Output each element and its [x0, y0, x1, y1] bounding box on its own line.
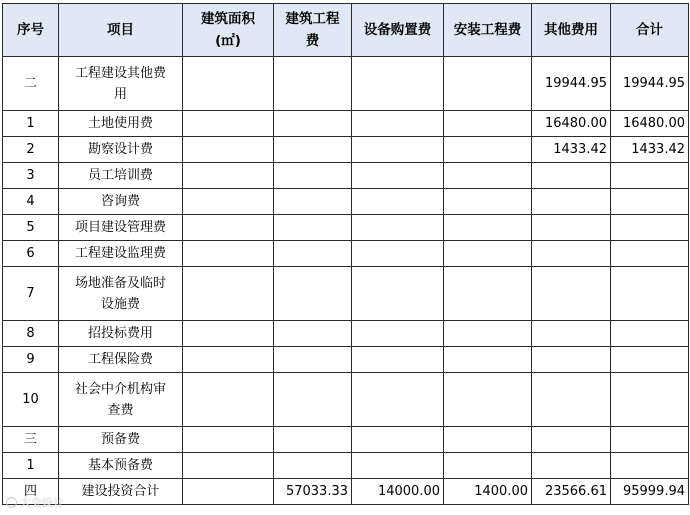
header-total: 合计	[611, 4, 689, 57]
cell-installation	[444, 137, 532, 163]
circle-logo-icon	[6, 497, 17, 508]
cell-item: 工程建设其他费 用	[59, 57, 183, 111]
cell-equipment	[352, 321, 444, 347]
cell-other	[532, 453, 611, 479]
cell-no: 1	[3, 111, 59, 137]
cell-total: 95999.94	[611, 479, 689, 505]
investment-cost-table	[2, 3, 689, 505]
table-row	[3, 373, 689, 427]
cell-no: 5	[3, 215, 59, 241]
header-equipment: 设备购置费	[352, 4, 444, 57]
table-row	[3, 189, 689, 215]
cell-total	[611, 189, 689, 215]
cell-other	[532, 347, 611, 373]
cell-total	[611, 453, 689, 479]
cell-installation	[444, 321, 532, 347]
cell-no: 3	[3, 163, 59, 189]
cell-no: 2	[3, 137, 59, 163]
cell-area	[183, 189, 274, 215]
cell-other: 19944.95	[532, 57, 611, 111]
cell-area	[183, 111, 274, 137]
cell-area	[183, 267, 274, 321]
table-row	[3, 57, 689, 111]
cell-no: 10	[3, 373, 59, 427]
header-item: 项目	[59, 4, 183, 57]
table-row-total	[3, 479, 689, 505]
cell-other	[532, 373, 611, 427]
cell-area	[183, 373, 274, 427]
cell-equipment	[352, 215, 444, 241]
cell-construction	[274, 241, 352, 267]
header-area: 建筑面积 (㎡)	[183, 4, 274, 57]
cell-equipment	[352, 427, 444, 453]
header-installation: 安装工程费	[444, 4, 532, 57]
table-row	[3, 427, 689, 453]
cell-no: 7	[3, 267, 59, 321]
cell-construction	[274, 215, 352, 241]
cell-item: 预备费	[59, 427, 183, 453]
cell-total	[611, 373, 689, 427]
cell-area	[183, 347, 274, 373]
cell-item: 基本预备费	[59, 453, 183, 479]
cell-no: 二	[3, 57, 59, 111]
header-row	[3, 4, 689, 57]
header-construction: 建筑工程 费	[274, 4, 352, 57]
cell-area	[183, 479, 274, 505]
cell-equipment	[352, 111, 444, 137]
table-row	[3, 137, 689, 163]
cell-no: 四	[3, 479, 59, 505]
table-row	[3, 111, 689, 137]
cell-total	[611, 321, 689, 347]
cell-construction	[274, 163, 352, 189]
cell-other	[532, 215, 611, 241]
cell-area	[183, 163, 274, 189]
cell-equipment	[352, 57, 444, 111]
cell-equipment	[352, 453, 444, 479]
cell-total	[611, 427, 689, 453]
cell-area	[183, 321, 274, 347]
cell-equipment	[352, 373, 444, 427]
cell-installation	[444, 373, 532, 427]
cell-item: 工程建设监理费	[59, 241, 183, 267]
header-other: 其他费用	[532, 4, 611, 57]
cell-area	[183, 57, 274, 111]
cell-equipment: 14000.00	[352, 479, 444, 505]
cell-no: 6	[3, 241, 59, 267]
cell-no: 1	[3, 453, 59, 479]
cell-area	[183, 137, 274, 163]
cell-installation	[444, 347, 532, 373]
cell-area	[183, 427, 274, 453]
cell-construction	[274, 267, 352, 321]
table-row	[3, 215, 689, 241]
cell-construction	[274, 347, 352, 373]
cell-construction	[274, 137, 352, 163]
cell-construction	[274, 189, 352, 215]
table-row	[3, 321, 689, 347]
cell-item: 项目建设管理费	[59, 215, 183, 241]
table-row	[3, 347, 689, 373]
cell-total	[611, 267, 689, 321]
cell-equipment	[352, 137, 444, 163]
cell-item: 员工培训费	[59, 163, 183, 189]
table-row	[3, 241, 689, 267]
cell-total	[611, 163, 689, 189]
cell-installation: 1400.00	[444, 479, 532, 505]
cell-installation	[444, 189, 532, 215]
cell-equipment	[352, 267, 444, 321]
cell-installation	[444, 267, 532, 321]
cell-item: 建设投资合计	[59, 479, 183, 505]
cell-area	[183, 241, 274, 267]
cell-no: 三	[3, 427, 59, 453]
cell-item: 咨询费	[59, 189, 183, 215]
header-no: 序号	[3, 4, 59, 57]
cell-total: 1433.42	[611, 137, 689, 163]
cell-construction	[274, 321, 352, 347]
cell-installation	[444, 453, 532, 479]
cell-construction	[274, 373, 352, 427]
table-row	[3, 453, 689, 479]
cell-other	[532, 321, 611, 347]
cell-item: 场地准备及临时 设施费	[59, 267, 183, 321]
cell-other	[532, 241, 611, 267]
cell-no: 4	[3, 189, 59, 215]
cell-installation	[444, 111, 532, 137]
cell-total: 19944.95	[611, 57, 689, 111]
cell-equipment	[352, 189, 444, 215]
cell-other	[532, 189, 611, 215]
cell-equipment	[352, 347, 444, 373]
watermark	[6, 494, 64, 510]
cell-total	[611, 241, 689, 267]
cell-installation	[444, 215, 532, 241]
cell-other	[532, 163, 611, 189]
cell-item: 社会中介机构审 查费	[59, 373, 183, 427]
cell-construction	[274, 57, 352, 111]
cell-equipment	[352, 241, 444, 267]
cell-construction: 57033.33	[274, 479, 352, 505]
cell-item: 招投标费用	[59, 321, 183, 347]
watermark-text: 大会设计	[20, 496, 64, 509]
cell-item: 土地使用费	[59, 111, 183, 137]
cell-other	[532, 267, 611, 321]
cell-other: 16480.00	[532, 111, 611, 137]
cell-area	[183, 215, 274, 241]
cell-installation	[444, 163, 532, 189]
cell-other: 1433.42	[532, 137, 611, 163]
cell-item: 勘察设计费	[59, 137, 183, 163]
cell-other: 23566.61	[532, 479, 611, 505]
cell-area	[183, 453, 274, 479]
cell-no: 9	[3, 347, 59, 373]
cell-total	[611, 347, 689, 373]
cell-item: 工程保险费	[59, 347, 183, 373]
cell-construction	[274, 427, 352, 453]
cell-equipment	[352, 163, 444, 189]
cell-installation	[444, 57, 532, 111]
cell-installation	[444, 241, 532, 267]
cell-no: 8	[3, 321, 59, 347]
table-row	[3, 267, 689, 321]
cell-construction	[274, 111, 352, 137]
cell-other	[532, 427, 611, 453]
cell-installation	[444, 427, 532, 453]
table-row	[3, 163, 689, 189]
cell-total: 16480.00	[611, 111, 689, 137]
cell-total	[611, 215, 689, 241]
cell-construction	[274, 453, 352, 479]
